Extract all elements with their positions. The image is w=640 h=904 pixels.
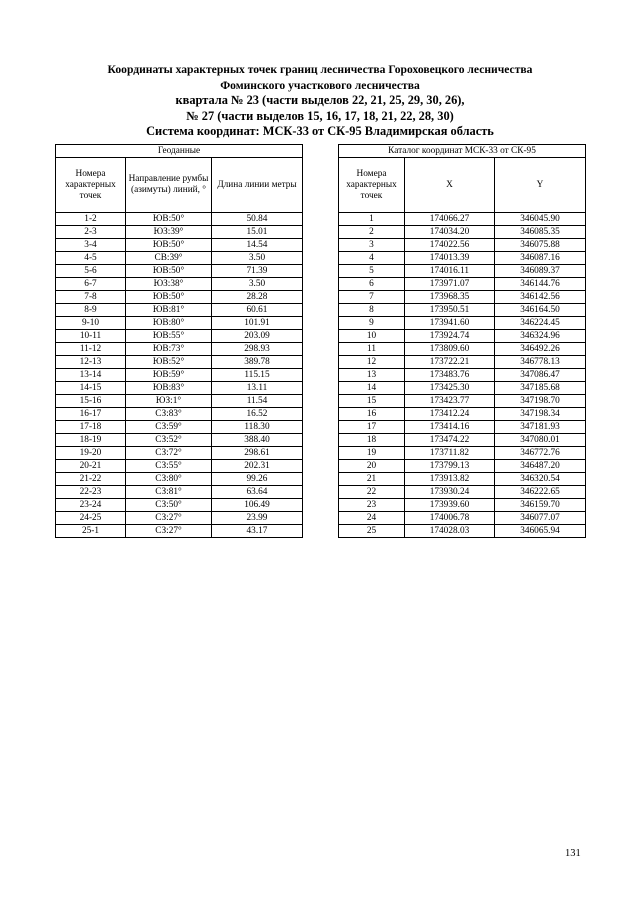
title-line-2: Фоминского участкового лесничества xyxy=(220,78,420,92)
coordinate-row-cell: 346159.70 xyxy=(495,499,586,512)
geodata-row-cell: 298.93 xyxy=(212,343,303,356)
coordinate-row xyxy=(339,434,586,447)
coordinate-row-cell: 347185.68 xyxy=(495,382,586,395)
coordinate-row-cell: 173425.30 xyxy=(405,382,495,395)
coordinate-row xyxy=(339,525,586,538)
geodata-table xyxy=(55,144,303,538)
coordinate-header-y: Y xyxy=(495,158,586,213)
coordinate-row xyxy=(339,499,586,512)
geodata-row-cell: 25-1 xyxy=(56,525,126,538)
coordinate-row-cell: 346320.54 xyxy=(495,473,586,486)
geodata-row-cell: СЗ:27° xyxy=(126,525,212,538)
coordinate-header-points: Номера характерных точек xyxy=(339,158,405,213)
geodata-row-cell: 13.11 xyxy=(212,382,303,395)
geodata-row xyxy=(56,499,303,512)
geodata-row-cell: 71.39 xyxy=(212,265,303,278)
title-line-5: Система координат: МСК-33 от СК-95 Владимирская область xyxy=(146,124,494,139)
coordinate-row xyxy=(339,382,586,395)
geodata-row xyxy=(56,213,303,226)
geodata-row xyxy=(56,317,303,330)
geodata-row xyxy=(56,356,303,369)
geodata-row-cell: 298.61 xyxy=(212,447,303,460)
geodata-row xyxy=(56,421,303,434)
coordinate-group-header: Каталог координат МСК-33 от СК-95 xyxy=(339,145,586,158)
geodata-row xyxy=(56,226,303,239)
coordinate-row-cell: 173423.77 xyxy=(405,395,495,408)
geodata-row-cell: 23-24 xyxy=(56,499,126,512)
coordinate-row-cell: 174028.03 xyxy=(405,525,495,538)
geodata-header-length: Длина линии метры xyxy=(212,158,303,213)
coordinate-row-cell: 4 xyxy=(339,252,405,265)
geodata-row-cell: 106.49 xyxy=(212,499,303,512)
coordinate-row-cell: 19 xyxy=(339,447,405,460)
geodata-row-cell: СЗ:81° xyxy=(126,486,212,499)
coordinate-row-cell: 346492.26 xyxy=(495,343,586,356)
coordinate-row xyxy=(339,460,586,473)
coordinate-row-cell: 24 xyxy=(339,512,405,525)
geodata-row-cell: СЗ:52° xyxy=(126,434,212,447)
coordinate-row-cell: 346144.76 xyxy=(495,278,586,291)
coordinate-row-cell: 21 xyxy=(339,473,405,486)
coordinate-row-cell: 23 xyxy=(339,499,405,512)
coordinate-row-cell: 174034.20 xyxy=(405,226,495,239)
coordinate-row-cell: 173809.60 xyxy=(405,343,495,356)
geodata-row-cell: 15-16 xyxy=(56,395,126,408)
geodata-row-cell: 5-6 xyxy=(56,265,126,278)
geodata-row-cell: 3.50 xyxy=(212,252,303,265)
coordinate-row-cell: 346045.90 xyxy=(495,213,586,226)
coordinate-row-cell: 346075.88 xyxy=(495,239,586,252)
geodata-row-cell: 17-18 xyxy=(56,421,126,434)
coordinate-row-cell: 174016.11 xyxy=(405,265,495,278)
geodata-row xyxy=(56,304,303,317)
coordinate-row-cell: 173968.35 xyxy=(405,291,495,304)
document-title xyxy=(40,62,600,140)
geodata-row-cell: 11-12 xyxy=(56,343,126,356)
geodata-row xyxy=(56,434,303,447)
geodata-row xyxy=(56,343,303,356)
coordinate-row-cell: 173414.16 xyxy=(405,421,495,434)
geodata-row-cell: 23.99 xyxy=(212,512,303,525)
geodata-row xyxy=(56,239,303,252)
coordinate-row-cell: 17 xyxy=(339,421,405,434)
coordinate-row-cell: 346077.07 xyxy=(495,512,586,525)
geodata-row-cell: СВ:39° xyxy=(126,252,212,265)
coordinate-header-x: X xyxy=(405,158,495,213)
coordinate-row-cell: 11 xyxy=(339,343,405,356)
geodata-row-cell: ЮВ:52° xyxy=(126,356,212,369)
coordinate-row-cell: 2 xyxy=(339,226,405,239)
page-number: 131 xyxy=(565,848,581,859)
coordinate-row xyxy=(339,408,586,421)
coordinate-row-cell: 3 xyxy=(339,239,405,252)
coordinate-row-cell: 346089.37 xyxy=(495,265,586,278)
coordinate-row-cell: 6 xyxy=(339,278,405,291)
geodata-row-cell: 3-4 xyxy=(56,239,126,252)
geodata-row-cell: 115.15 xyxy=(212,369,303,382)
coordinate-row-cell: 25 xyxy=(339,525,405,538)
geodata-row-cell: ЮВ:59° xyxy=(126,369,212,382)
coordinate-row xyxy=(339,304,586,317)
geodata-row-cell: 16-17 xyxy=(56,408,126,421)
coordinate-row xyxy=(339,330,586,343)
title-line-4: № 27 (части выделов 15, 16, 17, 18, 21, 22, 28, 30) xyxy=(186,108,454,123)
geodata-row-cell: ЮВ:73° xyxy=(126,343,212,356)
geodata-row xyxy=(56,369,303,382)
geodata-row-cell: ЮВ:83° xyxy=(126,382,212,395)
coordinate-row-cell: 346142.56 xyxy=(495,291,586,304)
geodata-row-cell: СЗ:83° xyxy=(126,408,212,421)
coordinate-row xyxy=(339,395,586,408)
geodata-row-cell: 203.09 xyxy=(212,330,303,343)
geodata-group-header: Геоданные xyxy=(56,145,303,158)
coordinate-row xyxy=(339,369,586,382)
coordinate-row xyxy=(339,486,586,499)
coordinate-row-cell: 346224.45 xyxy=(495,317,586,330)
geodata-row-cell: 18-19 xyxy=(56,434,126,447)
geodata-row-cell: СЗ:55° xyxy=(126,460,212,473)
coordinate-row-cell: 346085.35 xyxy=(495,226,586,239)
geodata-row-cell: ЮЗ:38° xyxy=(126,278,212,291)
coordinate-row xyxy=(339,252,586,265)
geodata-row-cell: ЮВ:50° xyxy=(126,291,212,304)
geodata-row-cell: 2-3 xyxy=(56,226,126,239)
geodata-row-cell: СЗ:72° xyxy=(126,447,212,460)
coordinate-row-cell: 12 xyxy=(339,356,405,369)
geodata-row-cell: ЮЗ:39° xyxy=(126,226,212,239)
coordinate-row xyxy=(339,239,586,252)
coordinate-row-cell: 346324.96 xyxy=(495,330,586,343)
coordinate-row-cell: 346222.65 xyxy=(495,486,586,499)
geodata-row-cell: 24-25 xyxy=(56,512,126,525)
geodata-row xyxy=(56,486,303,499)
title-line-1: Координаты характерных точек границ лесничества Гороховецкого лесничества xyxy=(107,63,533,76)
coordinate-row-cell: 174066.27 xyxy=(405,213,495,226)
geodata-row-cell: СЗ:50° xyxy=(126,499,212,512)
coordinate-row-cell: 174022.56 xyxy=(405,239,495,252)
coordinate-row-cell: 8 xyxy=(339,304,405,317)
geodata-row xyxy=(56,291,303,304)
coordinate-row-cell: 173799.13 xyxy=(405,460,495,473)
coordinate-row-cell: 1 xyxy=(339,213,405,226)
geodata-row-cell: ЮВ:80° xyxy=(126,317,212,330)
geodata-row xyxy=(56,330,303,343)
geodata-row-cell: 389.78 xyxy=(212,356,303,369)
coordinate-row xyxy=(339,226,586,239)
coordinate-row-cell: 173711.82 xyxy=(405,447,495,460)
coordinate-row-cell: 347198.70 xyxy=(495,395,586,408)
coordinate-row-cell: 22 xyxy=(339,486,405,499)
geodata-row-cell: 10-11 xyxy=(56,330,126,343)
geodata-row xyxy=(56,408,303,421)
coordinate-row-cell: 346778.13 xyxy=(495,356,586,369)
coordinate-row xyxy=(339,447,586,460)
geodata-header-direction: Направление румбы (азимуты) линий, ° xyxy=(126,158,212,213)
coordinate-row-cell: 347198.34 xyxy=(495,408,586,421)
geodata-row xyxy=(56,447,303,460)
geodata-row-cell: 9-10 xyxy=(56,317,126,330)
geodata-row xyxy=(56,473,303,486)
geodata-row-cell: 28.28 xyxy=(212,291,303,304)
geodata-row-cell: ЮВ:50° xyxy=(126,265,212,278)
geodata-row-cell: 8-9 xyxy=(56,304,126,317)
coordinate-row xyxy=(339,278,586,291)
coordinate-row-cell: 347181.93 xyxy=(495,421,586,434)
geodata-row-cell: 14-15 xyxy=(56,382,126,395)
coordinate-row xyxy=(339,213,586,226)
coordinate-row xyxy=(339,473,586,486)
geodata-row-cell: 202.31 xyxy=(212,460,303,473)
coordinate-row-cell: 347086.47 xyxy=(495,369,586,382)
coordinate-row-cell: 5 xyxy=(339,265,405,278)
coordinate-row-cell: 20 xyxy=(339,460,405,473)
coordinate-row-cell: 173913.82 xyxy=(405,473,495,486)
geodata-row-cell: 388.40 xyxy=(212,434,303,447)
geodata-row-cell: 15.01 xyxy=(212,226,303,239)
coordinate-row-cell: 174013.39 xyxy=(405,252,495,265)
geodata-row-cell: 4-5 xyxy=(56,252,126,265)
coordinate-row-cell: 173930.24 xyxy=(405,486,495,499)
title-line-3: квартала № 23 (части выделов 22, 21, 25, 29, 30, 26), xyxy=(175,93,465,108)
coordinate-row-cell: 346487.20 xyxy=(495,460,586,473)
coordinate-row-cell: 346772.76 xyxy=(495,447,586,460)
geodata-row-cell: 21-22 xyxy=(56,473,126,486)
geodata-row-cell: ЮЗ:1° xyxy=(126,395,212,408)
coordinate-row-cell: 15 xyxy=(339,395,405,408)
geodata-row-cell: 7-8 xyxy=(56,291,126,304)
coordinate-row-cell: 346164.50 xyxy=(495,304,586,317)
geodata-row xyxy=(56,460,303,473)
geodata-row xyxy=(56,265,303,278)
coordinate-row xyxy=(339,421,586,434)
coordinate-row-cell: 173971.07 xyxy=(405,278,495,291)
geodata-row-cell: СЗ:80° xyxy=(126,473,212,486)
coordinate-row xyxy=(339,265,586,278)
geodata-row-cell: 16.52 xyxy=(212,408,303,421)
geodata-row-cell: 63.64 xyxy=(212,486,303,499)
coordinate-row-cell: 16 xyxy=(339,408,405,421)
geodata-row-cell: ЮВ:50° xyxy=(126,239,212,252)
coordinate-row-cell: 173950.51 xyxy=(405,304,495,317)
geodata-row xyxy=(56,278,303,291)
coordinate-row-cell: 173924.74 xyxy=(405,330,495,343)
coordinate-row xyxy=(339,317,586,330)
geodata-row xyxy=(56,512,303,525)
geodata-row-cell: СЗ:27° xyxy=(126,512,212,525)
geodata-row-cell: 22-23 xyxy=(56,486,126,499)
coordinate-row-cell: 346087.16 xyxy=(495,252,586,265)
geodata-row-cell: СЗ:59° xyxy=(126,421,212,434)
coordinate-row-cell: 14 xyxy=(339,382,405,395)
coordinate-row-cell: 173939.60 xyxy=(405,499,495,512)
coordinate-row-cell: 13 xyxy=(339,369,405,382)
geodata-row-cell: 101.91 xyxy=(212,317,303,330)
geodata-row-cell: 1-2 xyxy=(56,213,126,226)
geodata-row-cell: ЮВ:55° xyxy=(126,330,212,343)
coordinate-row-cell: 9 xyxy=(339,317,405,330)
geodata-row-cell: 19-20 xyxy=(56,447,126,460)
geodata-row-cell: 12-13 xyxy=(56,356,126,369)
geodata-row-cell: 11.54 xyxy=(212,395,303,408)
coordinate-row-cell: 173474.22 xyxy=(405,434,495,447)
coordinate-row-cell: 346065.94 xyxy=(495,525,586,538)
geodata-header-points: Номера характерных точек xyxy=(56,158,126,213)
geodata-row-cell: 14.54 xyxy=(212,239,303,252)
geodata-row-cell: ЮВ:50° xyxy=(126,213,212,226)
coordinate-row-cell: 10 xyxy=(339,330,405,343)
geodata-row-cell: ЮВ:81° xyxy=(126,304,212,317)
geodata-row-cell: 20-21 xyxy=(56,460,126,473)
geodata-row-cell: 43.17 xyxy=(212,525,303,538)
coordinate-row-cell: 18 xyxy=(339,434,405,447)
coordinate-catalog-table xyxy=(338,144,586,538)
coordinate-row-cell: 174006.78 xyxy=(405,512,495,525)
coordinate-row-cell: 173483.76 xyxy=(405,369,495,382)
coordinate-row-cell: 173941.60 xyxy=(405,317,495,330)
coordinate-row xyxy=(339,291,586,304)
coordinate-row xyxy=(339,512,586,525)
geodata-row-cell: 60.61 xyxy=(212,304,303,317)
geodata-row-cell: 3.50 xyxy=(212,278,303,291)
geodata-row xyxy=(56,252,303,265)
coordinate-row xyxy=(339,343,586,356)
geodata-row xyxy=(56,395,303,408)
geodata-row xyxy=(56,525,303,538)
geodata-row-cell: 13-14 xyxy=(56,369,126,382)
geodata-row-cell: 118.30 xyxy=(212,421,303,434)
geodata-row xyxy=(56,382,303,395)
coordinate-row-cell: 173722.21 xyxy=(405,356,495,369)
coordinate-row xyxy=(339,356,586,369)
geodata-row-cell: 50.84 xyxy=(212,213,303,226)
coordinate-row-cell: 173412.24 xyxy=(405,408,495,421)
geodata-row-cell: 6-7 xyxy=(56,278,126,291)
coordinate-row-cell: 347080.01 xyxy=(495,434,586,447)
geodata-row-cell: 99.26 xyxy=(212,473,303,486)
coordinate-row-cell: 7 xyxy=(339,291,405,304)
